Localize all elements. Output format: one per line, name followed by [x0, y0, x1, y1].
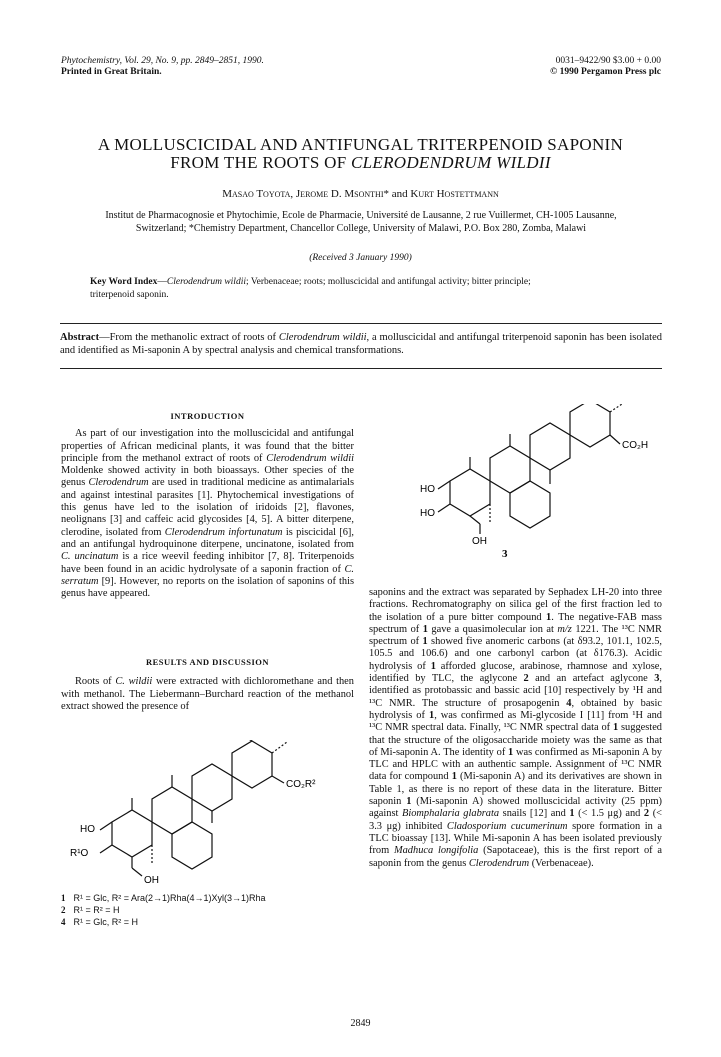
- code-line-2: © 1990 Pergamon Press plc: [550, 67, 661, 77]
- ho-top-label: HO: [420, 484, 435, 495]
- results-section: [61, 656, 354, 713]
- results-heading: RESULTS AND DISCUSSION: [145, 657, 270, 667]
- results-continued: [369, 587, 662, 870]
- received-date: (Received 3 January 1990): [309, 253, 412, 263]
- introduction-paragraph: As part of our investigation into the molluscicidal and antifungal properties of African medicinal plants, it was found that the bitter principle from the methanol extract of roots of Clerodendrum wildii Moldenke showed activity in both bioassays. Other species of the genus Clerodendrum are used in traditional medicine as antimalarials and against intestinal parasites [1]. Phytochemical investigations of this genus have led to the isolation of iridoids [2], flavones, neolignans [3] and caffeic acid glycosides [4, 5]. A bitter diterpene, clerodine, isolated from Clerodendrum infortunatum is piscicidal [6], and an antifungal hydroquinone diterpene, uncinatone, isolated from C. uncinatum is a rice weevil feeding inhibitor [7, 8]. Triterpenoids have been found in an acidic hydrolysate of a saponin fraction of C. serratum [9]. However, no reports on the isolation of saponins of this genus have appeared.: [61, 428, 354, 600]
- r1o-label: R¹O: [70, 848, 89, 859]
- journal-line-2: Printed in Great Britain.: [61, 67, 162, 77]
- compound-1: 1 R¹ = Glc, R² = Ara(2→1)Rha(4→1)Xyl(3→1)Rha: [61, 893, 266, 903]
- results-paragraph-2: saponins and the extract was separated by Sephadex LH-20 into three fractions. Rechromatography on silica gel of the first fraction led to the isolation of a pure bitter compound 1. The negative-FAB mass spectrum of 1 gave a quasimolecular ion at m/z 1221. The ¹³C NMR spectrum of 1 showed five anomeric carbons (at δ93.2, 101.1, 102.5, 105.5 and 106.6) and one carbonyl carbon (at δ176.3). Acidic hydrolysis of 1 afforded glucose, arabinose, rhamnose and xylose, identified by TLC, the aglycone 2 and an artefact aglycone 3, identified as protobassic and bassic acid [10] respectively by ¹H and ¹³C NMR. The structure of prosapogenin 4, obtained by basic hydrolysis of 1, was confirmed as Mi-glycoside I [11] from ¹H and ¹³C NMR spectral data. Finally, ¹³C NMR spectral data of 1 suggested that the structure of the oligosaccharide moiety was the same as that of Mi-saponin A. The identity of 1 was confirmed as Mi-saponin A by TLC and HPLC with an authentic sample. Assignment of ¹³C NMR data for compound 1 (Mi-saponin A) and its derivatives are shown in Table 1, as there is no report of these data in the literature. Bitter saponin 1 (Mi-saponin A) showed molluscicidal activity (25 ppm) against Biomphalaria glabrata snails [12] and 1 (< 1.5 μg) and 2 (< 3.3 μg) inhibited Cladosporium cucumerinum spore formation in a TLC bioassay [13]. While Mi-saponin A has been isolated previously from Madhuca longifolia (Sapotaceae), this is the first report of a saponin from the genus Clerodendrum (Verbenaceae).: [369, 587, 663, 869]
- ho-bottom-label: HO: [420, 508, 435, 519]
- triterpene-structure-right: [420, 404, 670, 574]
- affiliation: Institut de Pharmacognosie et Phytochimie, Ecole de Pharmacie, Université de Lausanne, 2 rue Vuillermet, CH-1005 Lausanne, Switzerland; *Chemistry Department, Chancellor College, University of Malawi, P.O. Box 280, Zomba, Malawi: [105, 210, 617, 234]
- introduction-section: [61, 410, 354, 600]
- author-list: Masao Toyota, Jerome D. Msonthi* and Kurt Hostettmann: [222, 188, 499, 200]
- title-line-2: FROM THE ROOTS OF CLERODENDRUM WILDII: [170, 153, 551, 172]
- divider-top: [60, 323, 662, 324]
- divider-bottom: [60, 368, 662, 369]
- compound-4: 4 R¹ = Glc, R² = H: [61, 917, 139, 927]
- journal-line-1: Phytochemistry, Vol. 29, No. 9, pp. 2849–2851, 1990.: [61, 56, 264, 66]
- publication-code: [550, 56, 661, 78]
- ho-label: HO: [80, 824, 95, 835]
- compound-number: 3: [502, 548, 508, 560]
- paper-title: [60, 136, 661, 172]
- results-paragraph: Roots of C. wildii were extracted with dichloromethane and then with methanol. The Liebermann–Burchard reaction of the methanol extract showed the presence of: [61, 676, 354, 712]
- co2h-label: CO₂H: [622, 440, 649, 451]
- keywords-label: Key Word Index: [90, 277, 158, 287]
- code-line-1: 0031–9422/90 $3.00 + 0.00: [555, 56, 661, 66]
- triterpene-structure-left: [62, 740, 362, 885]
- author-1: Masao Toyota: [222, 188, 291, 200]
- author-2: Jerome D. Msonthi*: [295, 188, 389, 200]
- introduction-heading: INTRODUCTION: [170, 411, 245, 421]
- keywords: Key Word Index—Clerodendrum wildii; Verbenaceae; roots; molluscicidal and antifungal activity; bitter principle; triterpenoid saponin.: [90, 277, 531, 300]
- page-number: 2849: [350, 1018, 371, 1029]
- compound-2: 2 R¹ = R² = H: [61, 905, 120, 915]
- co2r2-label: CO₂R²: [286, 779, 316, 790]
- journal-citation: [61, 56, 264, 78]
- oh-label: OH: [144, 875, 159, 885]
- title-line-1: A MOLLUSCICIDAL AND ANTIFUNGAL TRITERPENOID SAPONIN: [97, 135, 624, 154]
- author-3: Kurt Hostettmann: [410, 188, 499, 200]
- compound-list: [61, 892, 361, 928]
- abstract-label: Abstract: [60, 332, 100, 343]
- abstract: Abstract—From the methanolic extract of roots of Clerodendrum wildii, a molluscicidal and antifungal triterpenoid saponin has been isolated and identified as Mi-saponin A by spectral analysis and chemical transformations.: [60, 332, 662, 356]
- oh-label: OH: [472, 536, 487, 547]
